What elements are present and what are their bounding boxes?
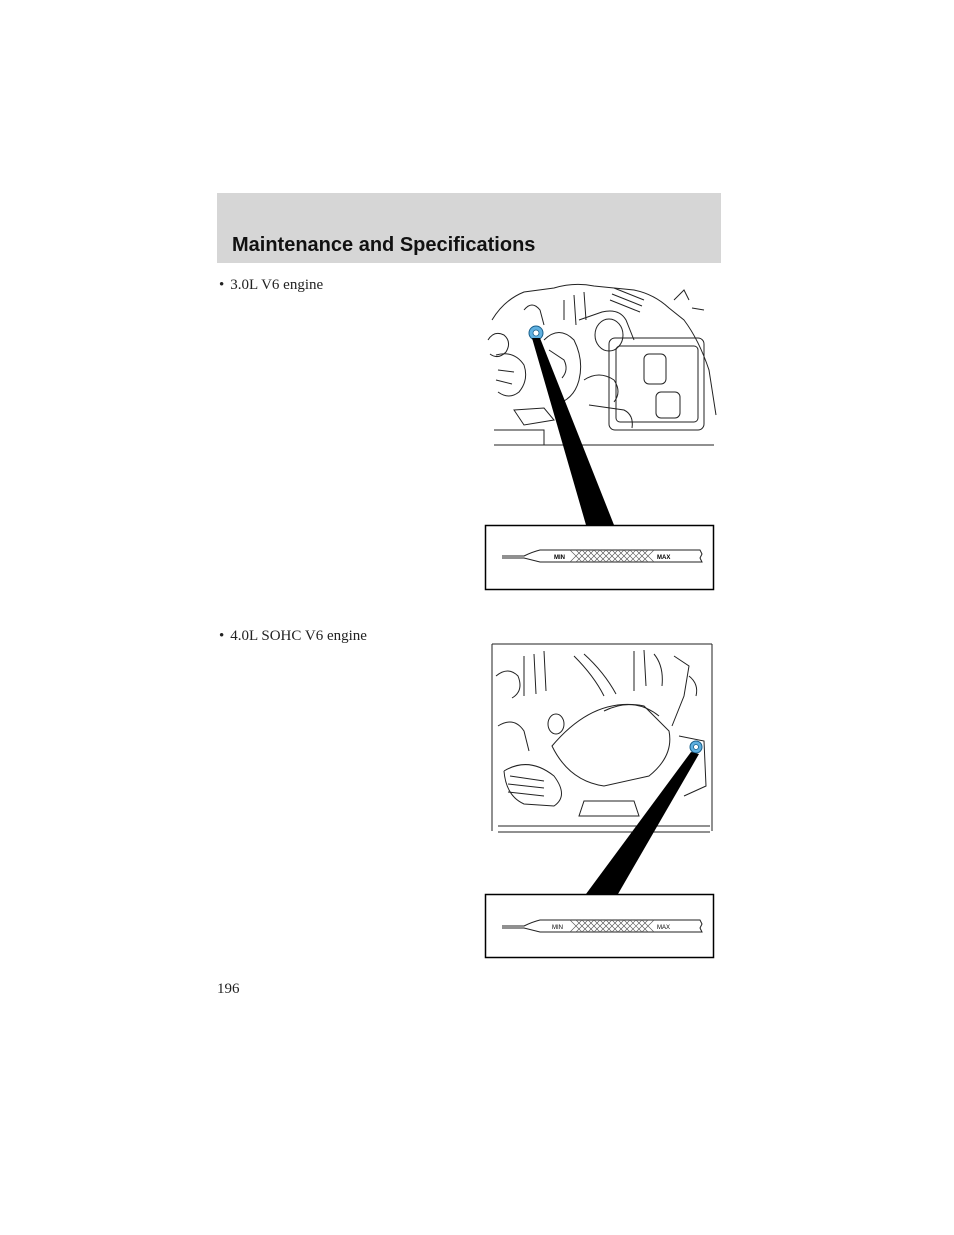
callout-pointer [586, 752, 699, 894]
engine-bay-drawing [492, 644, 712, 832]
bullet-marker: • [219, 277, 225, 293]
section-header-band [217, 193, 721, 263]
dipstick-min-label: MIN [552, 925, 563, 931]
engine-label: 4.0L SOHC V6 engine [230, 628, 367, 644]
dipstick-max-label: MAX [657, 555, 671, 561]
engine-3-0l-illustration [484, 280, 722, 592]
engine-list-item-4-0l [219, 628, 367, 645]
engine-4-0l-illustration [484, 636, 722, 961]
section-title: Maintenance and Specifications [232, 234, 536, 256]
dipstick-max-label: MAX [657, 925, 671, 931]
bullet-marker: • [219, 628, 225, 644]
page-number: 196 [217, 981, 240, 997]
dipstick-min-label: MIN [554, 555, 565, 561]
engine-label: 3.0L V6 engine [230, 277, 324, 293]
engine-list-item-3-0l [219, 277, 323, 294]
engine-bay-drawing [488, 284, 716, 445]
